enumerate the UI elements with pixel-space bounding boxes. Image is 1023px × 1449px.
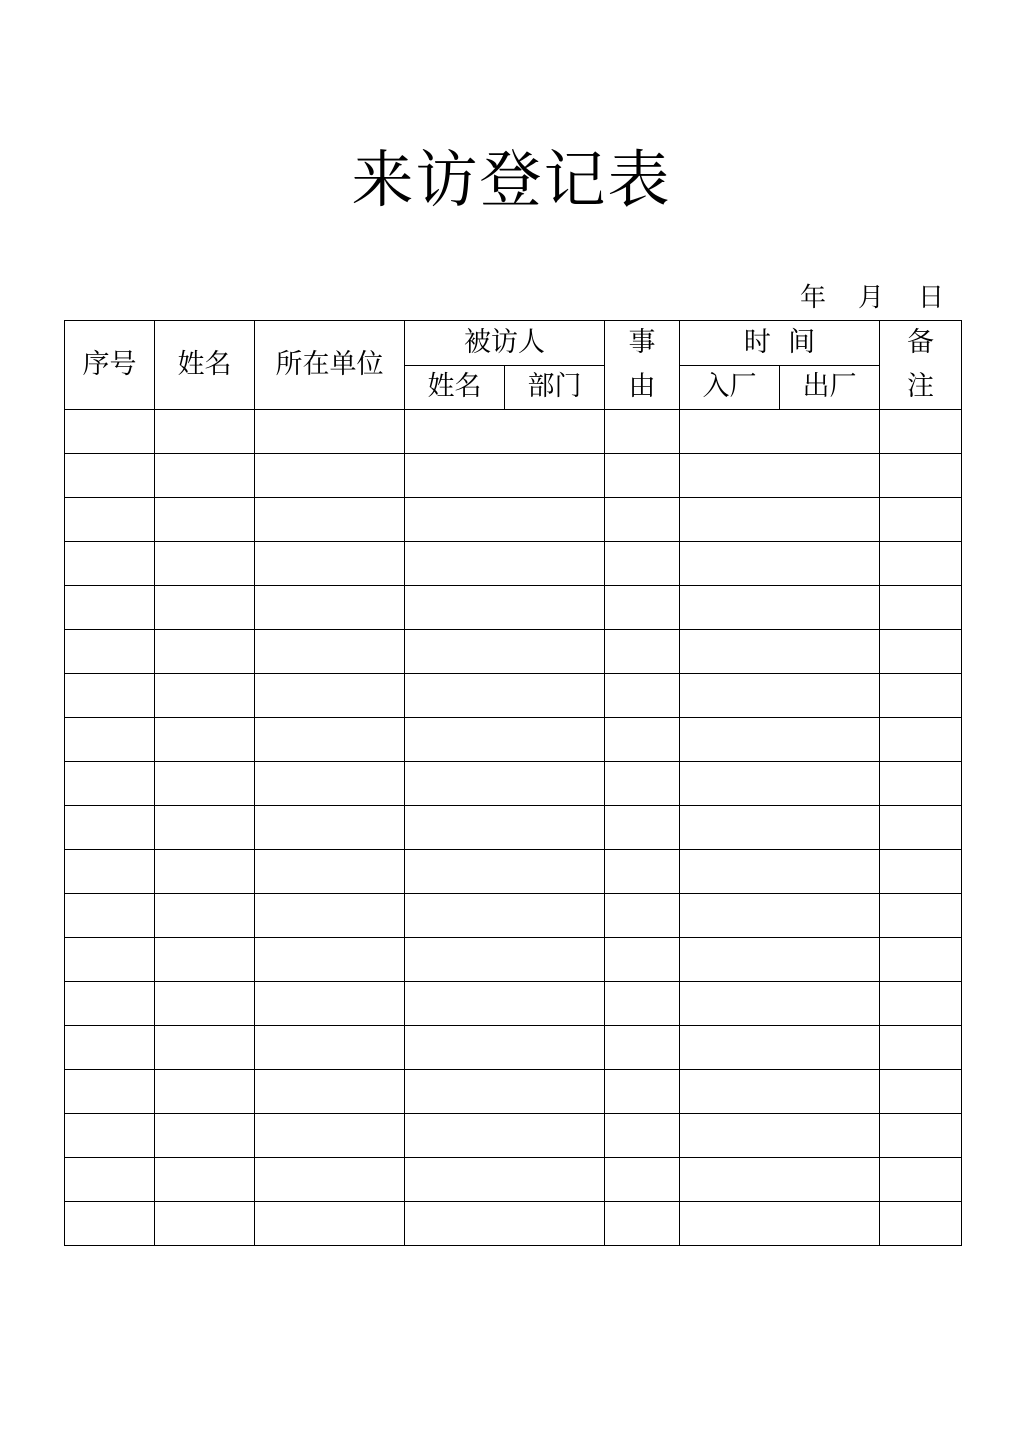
cell-company[interactable] xyxy=(255,630,405,674)
cell-remark[interactable] xyxy=(880,850,962,894)
cell-company[interactable] xyxy=(255,410,405,454)
table-row xyxy=(65,1026,962,1070)
cell-company[interactable] xyxy=(255,1158,405,1202)
cell-index[interactable] xyxy=(65,1202,155,1246)
cell-reason[interactable] xyxy=(605,1114,680,1158)
header-reason-bottom: 由 xyxy=(628,371,656,402)
form-title: 来访登记表 xyxy=(351,143,672,216)
cell-index[interactable] xyxy=(65,1158,155,1202)
table-row xyxy=(65,894,962,938)
cell-remark[interactable] xyxy=(880,674,962,718)
table-row xyxy=(65,630,962,674)
cell-reason[interactable] xyxy=(605,674,680,718)
header-time: 时 间 xyxy=(680,321,880,366)
header-company: 所在单位 xyxy=(255,321,405,410)
cell-time[interactable] xyxy=(680,762,880,806)
cell-company[interactable] xyxy=(255,454,405,498)
cell-index[interactable] xyxy=(65,894,155,938)
cell-name[interactable] xyxy=(155,1114,255,1158)
table-row xyxy=(65,762,962,806)
cell-name[interactable] xyxy=(155,674,255,718)
cell-visitee[interactable] xyxy=(405,894,605,938)
cell-company[interactable] xyxy=(255,586,405,630)
cell-visitee[interactable] xyxy=(405,498,605,542)
cell-remark[interactable] xyxy=(880,1114,962,1158)
cell-reason[interactable] xyxy=(605,542,680,586)
cell-visitee[interactable] xyxy=(405,1026,605,1070)
cell-time[interactable] xyxy=(680,1202,880,1246)
cell-visitee[interactable] xyxy=(405,1202,605,1246)
cell-reason[interactable] xyxy=(605,630,680,674)
table-row xyxy=(65,674,962,718)
cell-visitee[interactable] xyxy=(405,762,605,806)
cell-time[interactable] xyxy=(680,1070,880,1114)
cell-name[interactable] xyxy=(155,1026,255,1070)
cell-time[interactable] xyxy=(680,410,880,454)
header-remark xyxy=(880,321,962,410)
cell-remark[interactable] xyxy=(880,1026,962,1070)
cell-index[interactable] xyxy=(65,762,155,806)
cell-reason[interactable] xyxy=(605,498,680,542)
cell-index[interactable] xyxy=(65,982,155,1026)
date-day-label: 日 xyxy=(918,283,945,313)
cell-name[interactable] xyxy=(155,1158,255,1202)
cell-time[interactable] xyxy=(680,850,880,894)
cell-index[interactable] xyxy=(65,542,155,586)
cell-remark[interactable] xyxy=(880,806,962,850)
cell-name[interactable] xyxy=(155,982,255,1026)
cell-remark[interactable] xyxy=(880,1202,962,1246)
cell-time[interactable] xyxy=(680,498,880,542)
cell-remark[interactable] xyxy=(880,498,962,542)
cell-remark[interactable] xyxy=(880,1158,962,1202)
cell-visitee[interactable] xyxy=(405,938,605,982)
cell-time[interactable] xyxy=(680,938,880,982)
date-year-label: 年 xyxy=(800,283,827,313)
cell-time[interactable] xyxy=(680,806,880,850)
cell-name[interactable] xyxy=(155,410,255,454)
cell-remark[interactable] xyxy=(880,542,962,586)
cell-index[interactable] xyxy=(65,674,155,718)
cell-index[interactable] xyxy=(65,1070,155,1114)
cell-remark[interactable] xyxy=(880,894,962,938)
cell-time[interactable] xyxy=(680,454,880,498)
table-row xyxy=(65,1114,962,1158)
cell-index[interactable] xyxy=(65,454,155,498)
header-time-in: 入厂 xyxy=(680,365,780,410)
visitor-register-table xyxy=(64,320,962,1246)
cell-time[interactable] xyxy=(680,718,880,762)
date-line xyxy=(0,280,1023,316)
cell-visitee[interactable] xyxy=(405,630,605,674)
cell-visitee[interactable] xyxy=(405,1114,605,1158)
cell-visitee[interactable] xyxy=(405,586,605,630)
table-row xyxy=(65,542,962,586)
cell-visitee[interactable] xyxy=(405,718,605,762)
table-row xyxy=(65,1070,962,1114)
cell-index[interactable] xyxy=(65,630,155,674)
cell-company[interactable] xyxy=(255,1026,405,1070)
cell-remark[interactable] xyxy=(880,454,962,498)
cell-reason[interactable] xyxy=(605,454,680,498)
cell-index[interactable] xyxy=(65,586,155,630)
cell-visitee[interactable] xyxy=(405,542,605,586)
cell-name[interactable] xyxy=(155,806,255,850)
cell-company[interactable] xyxy=(255,762,405,806)
header-name: 姓名 xyxy=(155,321,255,410)
cell-company[interactable] xyxy=(255,1202,405,1246)
cell-company[interactable] xyxy=(255,850,405,894)
cell-name[interactable] xyxy=(155,850,255,894)
cell-reason[interactable] xyxy=(605,1158,680,1202)
cell-visitee[interactable] xyxy=(405,850,605,894)
cell-company[interactable] xyxy=(255,982,405,1026)
cell-remark[interactable] xyxy=(880,718,962,762)
cell-time[interactable] xyxy=(680,982,880,1026)
cell-company[interactable] xyxy=(255,938,405,982)
cell-reason[interactable] xyxy=(605,982,680,1026)
cell-company[interactable] xyxy=(255,894,405,938)
header-index: 序号 xyxy=(65,321,155,410)
cell-index[interactable] xyxy=(65,718,155,762)
date-month-label: 月 xyxy=(858,283,885,313)
cell-company[interactable] xyxy=(255,498,405,542)
cell-reason[interactable] xyxy=(605,806,680,850)
table-row xyxy=(65,410,962,454)
header-reason xyxy=(605,321,680,410)
register-body xyxy=(65,410,962,1246)
cell-name[interactable] xyxy=(155,1202,255,1246)
cell-visitee[interactable] xyxy=(405,454,605,498)
cell-time[interactable] xyxy=(680,1114,880,1158)
cell-name[interactable] xyxy=(155,498,255,542)
table-row xyxy=(65,718,962,762)
cell-company[interactable] xyxy=(255,1114,405,1158)
cell-name[interactable] xyxy=(155,454,255,498)
cell-time[interactable] xyxy=(680,674,880,718)
cell-remark[interactable] xyxy=(880,1070,962,1114)
cell-name[interactable] xyxy=(155,542,255,586)
cell-company[interactable] xyxy=(255,674,405,718)
cell-reason[interactable] xyxy=(605,894,680,938)
cell-visitee[interactable] xyxy=(405,674,605,718)
cell-reason[interactable] xyxy=(605,410,680,454)
cell-reason[interactable] xyxy=(605,762,680,806)
header-visitee-name: 姓名 xyxy=(405,365,505,410)
cell-remark[interactable] xyxy=(880,630,962,674)
cell-time[interactable] xyxy=(680,894,880,938)
header-remark-top: 备 xyxy=(907,327,935,358)
cell-time[interactable] xyxy=(680,586,880,630)
cell-index[interactable] xyxy=(65,1026,155,1070)
table-row xyxy=(65,850,962,894)
cell-visitee[interactable] xyxy=(405,982,605,1026)
cell-company[interactable] xyxy=(255,1070,405,1114)
cell-remark[interactable] xyxy=(880,762,962,806)
cell-name[interactable] xyxy=(155,1070,255,1114)
cell-reason[interactable] xyxy=(605,1202,680,1246)
cell-reason[interactable] xyxy=(605,850,680,894)
table-row xyxy=(65,1202,962,1246)
cell-time[interactable] xyxy=(680,542,880,586)
table-row xyxy=(65,1158,962,1202)
cell-visitee[interactable] xyxy=(405,1070,605,1114)
cell-remark[interactable] xyxy=(880,410,962,454)
header-visitee: 被访人 xyxy=(405,321,605,366)
cell-visitee[interactable] xyxy=(405,1158,605,1202)
cell-visitee[interactable] xyxy=(405,806,605,850)
cell-reason[interactable] xyxy=(605,1026,680,1070)
header-reason-top: 事 xyxy=(628,327,656,358)
cell-reason[interactable] xyxy=(605,938,680,982)
cell-time[interactable] xyxy=(680,1026,880,1070)
table-row xyxy=(65,806,962,850)
header-visitee-dept: 部门 xyxy=(505,365,605,410)
cell-index[interactable] xyxy=(65,806,155,850)
cell-reason[interactable] xyxy=(605,718,680,762)
cell-name[interactable] xyxy=(155,586,255,630)
cell-company[interactable] xyxy=(255,542,405,586)
cell-index[interactable] xyxy=(65,938,155,982)
cell-remark[interactable] xyxy=(880,938,962,982)
cell-company[interactable] xyxy=(255,806,405,850)
table-row xyxy=(65,454,962,498)
cell-name[interactable] xyxy=(155,630,255,674)
header-time-out: 出厂 xyxy=(780,365,880,410)
cell-name[interactable] xyxy=(155,938,255,982)
cell-name[interactable] xyxy=(155,718,255,762)
cell-time[interactable] xyxy=(680,630,880,674)
cell-reason[interactable] xyxy=(605,1070,680,1114)
header-row-1 xyxy=(65,321,962,366)
header-remark-bottom: 注 xyxy=(907,371,935,402)
cell-reason[interactable] xyxy=(605,586,680,630)
cell-remark[interactable] xyxy=(880,982,962,1026)
cell-index[interactable] xyxy=(65,850,155,894)
cell-index[interactable] xyxy=(65,410,155,454)
cell-index[interactable] xyxy=(65,1114,155,1158)
cell-name[interactable] xyxy=(155,894,255,938)
cell-visitee[interactable] xyxy=(405,410,605,454)
cell-name[interactable] xyxy=(155,762,255,806)
table-row xyxy=(65,938,962,982)
table-row xyxy=(65,498,962,542)
cell-remark[interactable] xyxy=(880,586,962,630)
table-row xyxy=(65,586,962,630)
cell-time[interactable] xyxy=(680,1158,880,1202)
cell-company[interactable] xyxy=(255,718,405,762)
table-row xyxy=(65,982,962,1026)
cell-index[interactable] xyxy=(65,498,155,542)
